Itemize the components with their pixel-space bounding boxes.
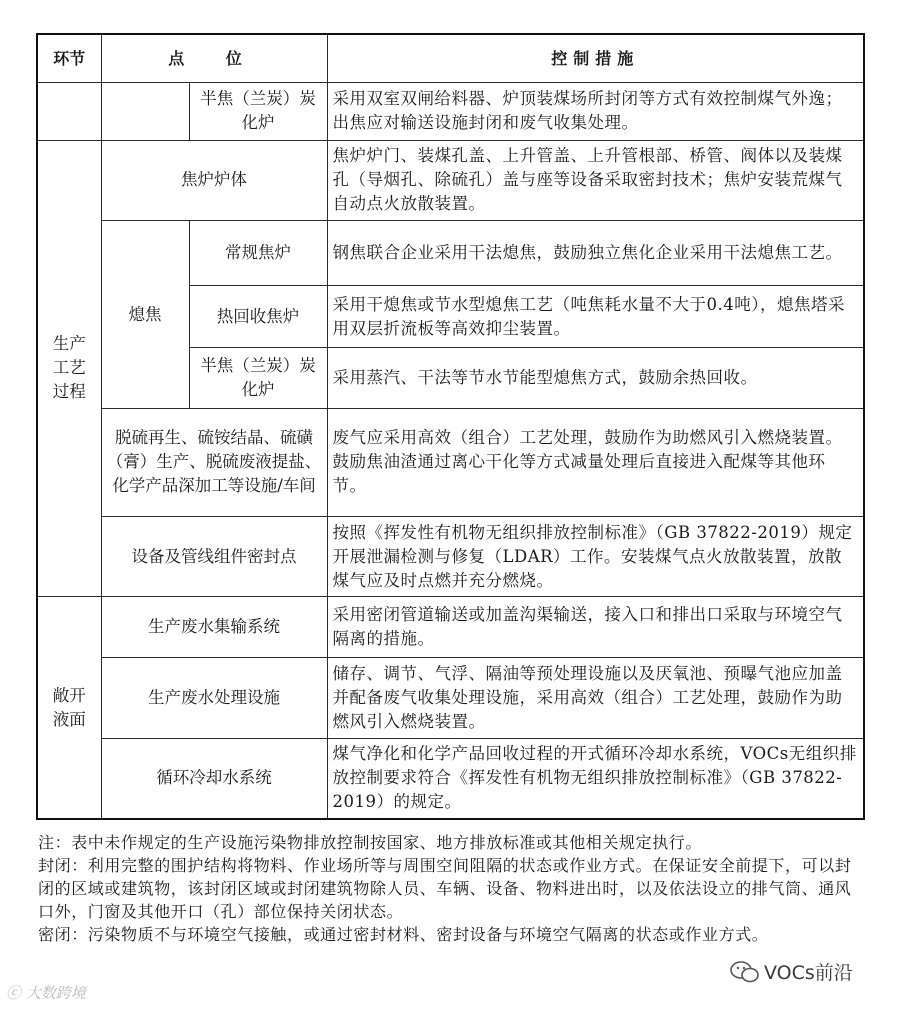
measure-cell: 按照《挥发性有机物无组织排放控制标准》（GB 37822-2019）规定开展泄漏检测与修复（LDAR）工作。安装煤气点火放散装置，放散煤气应及时点燃并充分燃烧。 [327, 516, 864, 597]
watermark-left-text: 大数跨境 [25, 984, 86, 1002]
measure-cell: 废气应采用高效（组合）工艺处理，鼓励作为助燃风引入燃烧装置。鼓励焦油渣通过离心干化等方式减量处理后直接进入配煤等其他环节。 [327, 408, 864, 516]
header-measure: 控制措施 [327, 34, 864, 83]
table-row [37, 83, 864, 141]
table-row [37, 516, 864, 597]
point-cell: 焦炉炉体 [101, 140, 327, 221]
quench-cell: 熄焦 [101, 221, 189, 409]
measure-cell: 煤气净化和化学产品回收过程的开式循环冷却水系统，VOCs无组织排放控制要求符合《挥发性有机物无组织排放控制标准》（GB 37822-2019）的规定。 [327, 738, 864, 819]
point-cell: 半焦（兰炭）炭化炉 [189, 83, 327, 141]
note-general: 注：表中未作规定的生产设施污染物排放控制按国家、地方排放标准或其他相关规定执行。 [38, 833, 703, 852]
table-row [37, 658, 864, 739]
point-cell: 设备及管线组件密封点 [101, 516, 327, 597]
table-row [37, 221, 864, 286]
measure-cell: 采用双室双闸给料器、炉顶装煤场所封闭等方式有效控制煤气外逸；出焦应对输送设施封闭和废气收集处理。 [327, 83, 864, 141]
stage-cell-process: 生产工艺过程 [37, 140, 101, 597]
watermark-right-text: VOCs前沿 [764, 962, 853, 984]
measure-cell: 采用密闭管道输送或加盖沟渠输送，接入口和排出口采取与环境空气隔离的措施。 [327, 597, 864, 658]
wechat-icon [730, 960, 760, 984]
point-cell: 常规焦炉 [189, 221, 327, 286]
stage-cell-empty [37, 83, 101, 141]
point-cell: 生产废水集输系统 [101, 597, 327, 658]
table-row [37, 597, 864, 658]
point-cell-empty [101, 83, 189, 141]
table-row [37, 140, 864, 221]
watermark-right [730, 958, 853, 985]
measure-cell: 焦炉炉门、装煤孔盖、上升管盖、上升管根部、桥管、阀体以及装煤孔（导烟孔、除硫孔）盖与座等设备采取密封技术；焦炉安装荒煤气自动点火放散装置。 [327, 140, 864, 221]
watermark-logo-icon: ⓒ [6, 984, 22, 1002]
table-header-row [37, 34, 864, 83]
watermark-left [6, 982, 86, 1003]
control-measures-table [36, 33, 865, 820]
note-enclosed: 封闭：利用完整的围护结构将物料、作业场所等与周围空间阻隔的状态或作业方式。在保证安全前提下，可以封闭的区域或建筑物，该封闭区域或封闭建筑物除人员、车辆、设备、物料进出时，以及依法设立的排气筒、通风口外，门窗及其他开口（孔）部位保持关闭状态。 [38, 856, 852, 921]
measure-cell: 钢焦联合企业采用干法熄焦，鼓励独立焦化企业采用干法熄焦工艺。 [327, 221, 864, 286]
measure-cell: 储存、调节、气浮、隔油等预处理设施以及厌氧池、预曝气池应加盖并配备废气收集处理设施，采用高效（组合）工艺处理，鼓励作为助燃风引入燃烧装置。 [327, 658, 864, 739]
header-point: 点 位 [101, 34, 327, 83]
point-cell: 脱硫再生、硫铵结晶、硫磺（膏）生产、脱硫废液提盐、化学产品深加工等设施/车间 [101, 408, 327, 516]
table-row [37, 738, 864, 819]
point-cell: 生产废水处理设施 [101, 658, 327, 739]
header-stage: 环节 [37, 34, 101, 83]
table-row [37, 408, 864, 516]
point-cell: 循环冷却水系统 [101, 738, 327, 819]
table-notes [38, 831, 863, 946]
measure-cell: 采用蒸汽、干法等节水节能型熄焦方式，鼓励余热回收。 [327, 348, 864, 409]
point-cell: 热回收焦炉 [189, 285, 327, 348]
note-sealed: 密闭：污染物质不与环境空气接触，或通过密封材料、密封设备与环境空气隔离的状态或作业方式。 [38, 925, 769, 944]
stage-cell-open-liquid: 敞开液面 [37, 597, 101, 819]
measure-cell: 采用干熄焦或节水型熄焦工艺（吨焦耗水量不大于0.4吨），熄焦塔采用双层折流板等高效抑尘装置。 [327, 285, 864, 348]
point-cell: 半焦（兰炭）炭化炉 [189, 348, 327, 409]
